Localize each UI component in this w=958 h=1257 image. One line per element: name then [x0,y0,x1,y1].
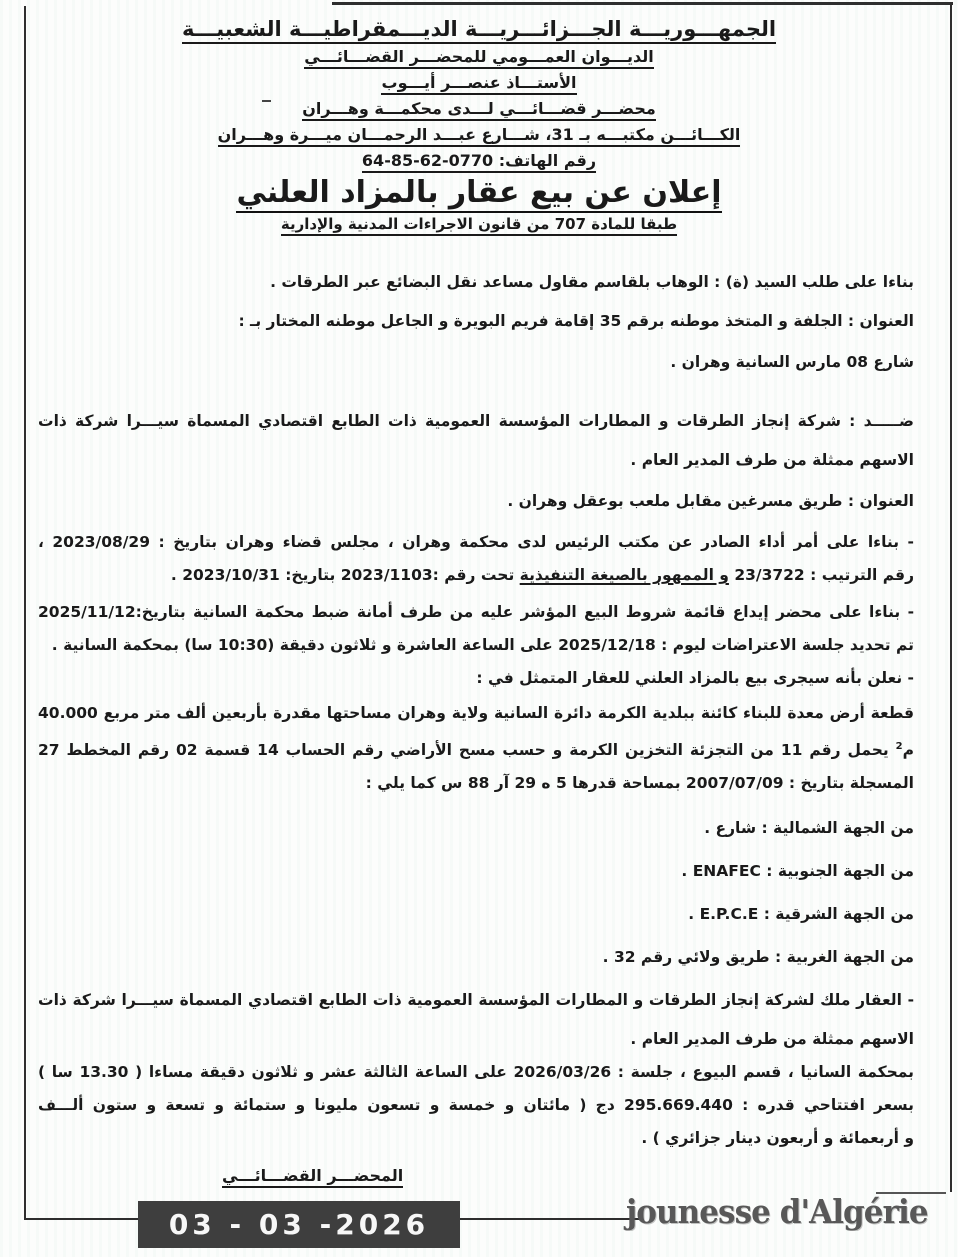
document-header [0,0,958,236]
header-bailiff-title-text: محضـــر قضـــائـــي لـــدى محكمـــة وهـــران [302,99,656,121]
requester-line: بناءا على طلب السيد (ة) : الوهاب بلقاسم مقاول مساعد نقل البضائع عبر الطرقات . [270,273,914,291]
header-bailiff-title [0,96,958,122]
date-stamp: 03 - 03 -2026 [138,1201,460,1248]
ownership-line-1: - العقار ملك لشركة إنجاز الطرقات و المطارات المؤسسة العمومية ذات الطابع اقتصادي المسماة سيـــرا شركة ذات [38,991,914,1010]
parcel-line-3: المسجلة بتاريخ : 2007/07/09 بمساحة قدرها 5 ه 29 آر 88 س كما يلي : [365,774,914,793]
notice-subtitle-text: طبقا للمادة 707 من قانون الاجراءات المدنية والإدارية [281,215,677,236]
deposit-line-2: تم تحديد جلسة الاعتراضات ليوم : 2025/12/18 على الساعة العاشرة و ثلاثون دقيقة (10:30 سا) بمحكمة السانية . [51,636,914,654]
boundary-south: من الجهة الجنوبية : ENAFEC . [681,862,914,881]
notice-subtitle [0,212,958,236]
header-address-text: الكـــائـــن مكتبـــه بـ 31، شـــارع عبـــد الرحمـــان ميـــرة وهـــران [218,125,741,147]
header-republic [0,14,958,44]
bailiff-signature-label [222,1166,403,1185]
deposit-line-1: - بناءا على محضر إيداع قائمة شروط البيع المؤشر عليه من طرف أمانة ضبط محكمة السانية بتاريخ:2025/11/12 [38,603,914,621]
ownership-line-2: الاسهم ممثلة من طرف المدير العام . [630,1030,914,1049]
order-executory-underlined: و الممهور بالصيغة التنفيذية [519,566,729,584]
square-meter-exponent: 2 [895,741,903,752]
requester-address-line-1: العنوان : الجلفة و المتخذ موطنه برقم 35 إقامة فريم البويرة و الجاعل موطنه المختار بـ : [238,312,914,330]
bailiff-signature-text: المحضـــر القضـــائـــي [222,1166,403,1188]
order-registration: تحت رقم :2023/1103 بتاريخ: 2023/10/31 . [170,566,520,584]
order-line-1: - بناءا على أمر أداء الصادر عن مكتب الرئيس لدى محكمة وهران ، مجلس قضاء وهران بتاريخ : 2023/08/29 ، [38,533,914,551]
header-phone [0,148,958,174]
header-phone-text: رقم الهاتف: 0770-62-85-64 [362,151,596,173]
boundary-north: من الجهة الشمالية : شارع . [704,819,914,838]
newspaper-logo: jounesse d'Algérie [626,1192,928,1231]
header-republic-text: الجمهـــوريـــة الجـــزائـــريـــة الديـــمقراطيـــة الشعبيـــة [182,17,776,44]
square-meter-symbol: م [902,741,914,760]
parcel-lot-details: يحمل رقم 11 من التجزئة التخزين الكرمة و حسب مسح الأراضي رقم الحساب 14 قسمة 02 رقم المخطط 27 [38,741,896,760]
notice-title [0,174,958,212]
parcel-line-1: قطعة أرض معدة للبناء كائنة ببلدية الكرمة دائرة السانية ولاية وهران مساحتها مقدرة بأربعين ألف متر مربع 40.000 [38,704,914,722]
against-line-1: ضـــــد : شركة إنجاز الطرقات و المطارات المؤسسة العمومية ذات الطابع اقتصادي المسماة سيـــرا شركة ذات [38,412,914,430]
boundary-west: من الجهة الغربية : طريق ولائي رقم 32 . [602,948,914,967]
against-address-line: العنوان : طريق مسرغين مقابل ملعب بوعقل وهران . [507,492,914,510]
order-rank-number: رقم الترتيب : 23/3722 [728,566,914,584]
header-office [0,44,958,70]
against-line-2: الاسهم ممثلة من طرف المدير العام . [630,451,914,469]
boundary-east: من الجهة الشرقية : E.P.C.E . [688,905,914,924]
announcement-line: - نعلن بأنه سيجرى بيع بالمزاد العلني للعقار المتمثل في : [476,669,914,687]
notice-title-text: إعلان عن بيع عقار بالمزاد العلني [236,175,721,213]
session-line: بمحكمة السانيا ، قسم البيوع ، جلسة : 2026/03/26 على الساعة الثالثة عشر و ثلاثون دقيقة مساءا ( 13.30 سا ) [38,1063,914,1082]
requester-address-line-2: شارع 08 مارس السانية وهران . [670,353,914,371]
header-address [0,122,958,148]
order-line-2 [38,559,914,592]
price-line-2: و أربعمائة و أربعون دينار جزائري ) . [641,1129,914,1148]
header-bailiff-name-text: الأستـــاذ عنصـــر أيـــوب [381,73,576,95]
price-line-1: بسعر افتتاحي قدره : 295.669.440 دج ( مائتان و خمسة و تسعون مليونا و ستمائة و تسعة و ستون ألـــف [38,1096,914,1115]
header-bailiff-name [0,70,958,96]
document-body [0,266,958,1155]
header-office-text: الديـــوان العمـــومي للمحضـــر القضـــائـــي [304,47,654,69]
parcel-line-2 [38,730,914,767]
